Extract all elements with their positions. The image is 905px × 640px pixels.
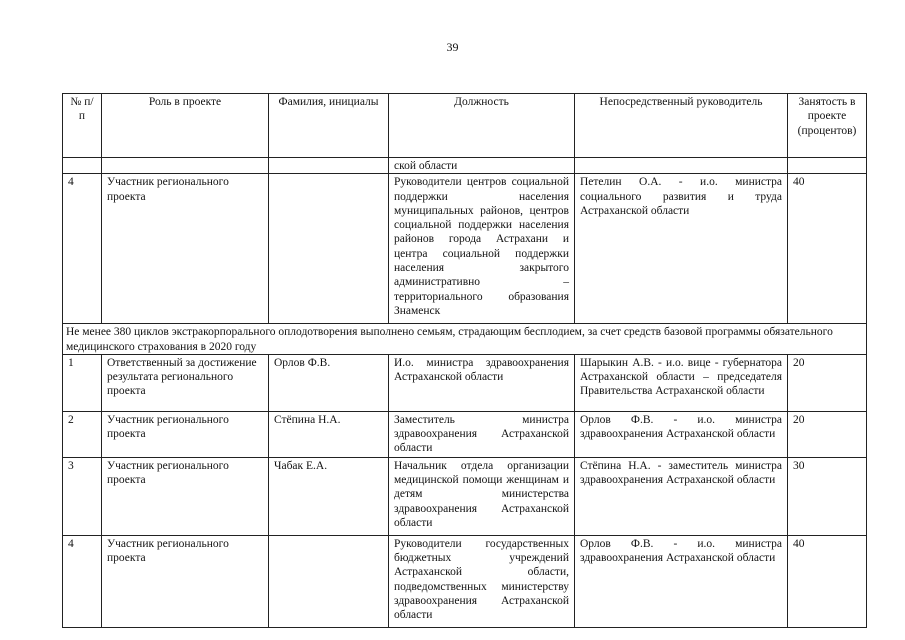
table-row [63, 411, 867, 457]
row-position: Руководители государственных бюджетных учреждений Астраханской области, подведомственных министерству здравоохранения Астраханской области [389, 535, 575, 627]
table-row [63, 457, 867, 535]
row-employment: 20 [788, 354, 867, 411]
row-role: Участник регионального проекта [102, 535, 269, 627]
row-name: Орлов Ф.В. [269, 354, 389, 411]
row-employment: 40 [788, 535, 867, 627]
row-position: Начальник отдела организации медицинской помощи женщинам и детям министерства здравоохранения Астраханской области [389, 457, 575, 535]
row-position: Руководители центров социальной поддержки населения муниципальных районов, центров социальной поддержки населения районов города Астрахани и центра социальной поддержки населения закрытого административно – территориального образования Знаменск [389, 174, 575, 324]
row-name: Стёпина Н.А. [269, 411, 389, 457]
continuation-row [63, 158, 867, 174]
section-title: Не менее 380 циклов экстракорпорального оплодотворения выполнено семьям, страдающим бесплодием, за счет средств базовой программы обязательного медицинского страхования в 2020 году [63, 324, 867, 355]
continuation-position: ской области [389, 158, 575, 174]
header-position: Должность [389, 94, 575, 158]
row-supervisor: Орлов Ф.В. - и.о. министра здравоохранения Астраханской области [575, 535, 788, 627]
row-supervisor: Шарыкин А.В. - и.о. вице - губернатора Астраханской области – председателя Правительства Астраханской области [575, 354, 788, 411]
header-row [63, 94, 867, 158]
header-role: Роль в проекте [102, 94, 269, 158]
header-supervisor: Непосредственный руководитель [575, 94, 788, 158]
row-employment: 40 [788, 174, 867, 324]
row-name [269, 535, 389, 627]
row-role: Участник регионального проекта [102, 457, 269, 535]
row-number: 1 [63, 354, 102, 411]
row-number: 2 [63, 411, 102, 457]
row-employment: 30 [788, 457, 867, 535]
row-supervisor: Петелин О.А. - и.о. министра социального развития и труда Астраханской области [575, 174, 788, 324]
row-number: 4 [63, 174, 102, 324]
table-row [63, 354, 867, 411]
project-staff-table [62, 93, 867, 628]
row-role: Участник регионального проекта [102, 411, 269, 457]
header-number: № п/п [63, 94, 102, 158]
table-row [63, 535, 867, 627]
row-position: И.о. министра здравоохранения Астраханской области [389, 354, 575, 411]
row-employment: 20 [788, 411, 867, 457]
row-role: Ответственный за достижение результата регионального проекта [102, 354, 269, 411]
row-supervisor: Стёпина Н.А. - заместитель министра здравоохранения Астраханской области [575, 457, 788, 535]
header-name: Фамилия, инициалы [269, 94, 389, 158]
row-number: 3 [63, 457, 102, 535]
table-row [63, 174, 867, 324]
page-number: 39 [446, 40, 459, 54]
row-supervisor: Орлов Ф.В. - и.о. министра здравоохранения Астраханской области [575, 411, 788, 457]
row-role: Участник регионального проекта [102, 174, 269, 324]
section-row [63, 324, 867, 355]
row-number: 4 [63, 535, 102, 627]
header-employment: Занятость в проекте (процентов) [788, 94, 867, 158]
row-position: Заместитель министра здравоохранения Астраханской области [389, 411, 575, 457]
row-name: Чабак Е.А. [269, 457, 389, 535]
row-name [269, 174, 389, 324]
